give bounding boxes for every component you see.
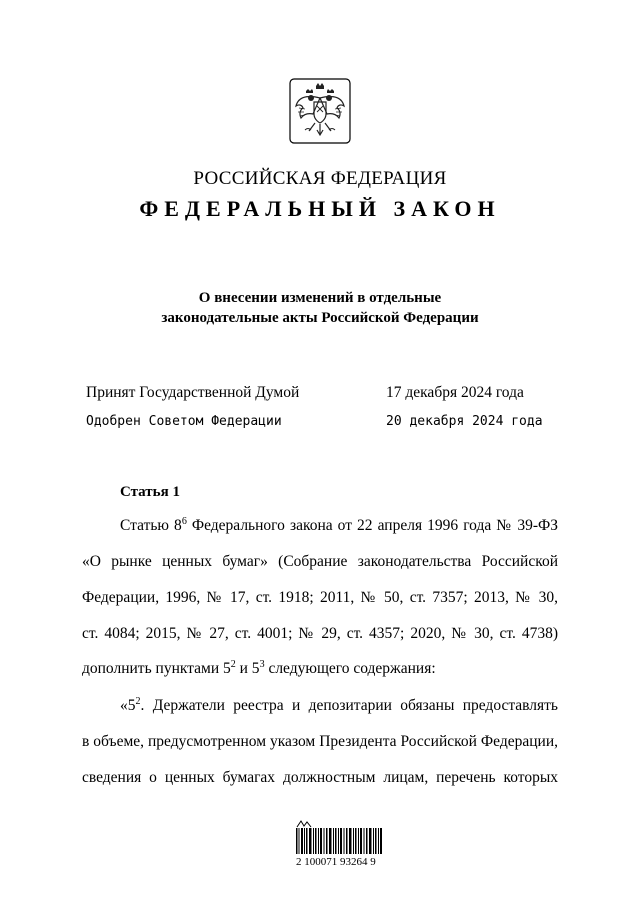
text-line: в объеме, предусмотренном указом Президента Российской Федерации, — [82, 733, 558, 750]
adoption-duma — [86, 384, 556, 402]
adoption-council-label: Одобрен Советом Федерации — [86, 414, 282, 429]
text-line: «$5^2$. Держатели реестра и депозитарии обязаны предоставлять — [120, 696, 558, 714]
text-line: «О рынке ценных бумаг» (Собрание законодательства Российской — [82, 553, 558, 570]
adoption-council — [86, 414, 556, 429]
article-heading: Статья 1 — [120, 484, 180, 500]
adoption-duma-date: 17 декабря 2024 года — [386, 384, 524, 401]
text-line: Федерации, 1996, № 17, ст. 1918; 2011, № 50, ст. 7357; 2013, № 30, — [82, 589, 558, 606]
law-title-line: законодательные акты Российской Федерации — [161, 310, 479, 326]
law-title — [0, 288, 640, 328]
adoption-duma-label: Принят Государственной Думой — [86, 384, 300, 401]
country-name: РОССИЙСКАЯ ФЕДЕРАЦИЯ — [193, 168, 447, 189]
text-line: Статью $8^6$ Федерального закона от 22 апреля 1996 года № 39-ФЗ — [120, 516, 558, 534]
document-type: ФЕДЕРАЛЬНЫЙ ЗАКОН — [139, 196, 501, 221]
russian-coat-of-arms-icon — [289, 78, 351, 144]
document-barcode — [296, 820, 386, 866]
adoption-council-date: 20 декабря 2024 года — [386, 414, 543, 429]
barcode-number: 2 100071 93264 9 — [296, 856, 376, 868]
barcode-icon — [296, 828, 382, 854]
law-title-line: О внесении изменений в отдельные — [198, 290, 442, 306]
text-line: ст. 4084; 2015, № 27, ст. 4001; № 29, ст. 4357; 2020, № 30, ст. 4738) — [82, 625, 558, 642]
text-line: сведения о ценных бумагах должностным лицам, перечень которых — [82, 769, 558, 786]
text-line: дополнить пунктами $5^2$ и $5^3$ следующего содержания: — [82, 659, 436, 677]
